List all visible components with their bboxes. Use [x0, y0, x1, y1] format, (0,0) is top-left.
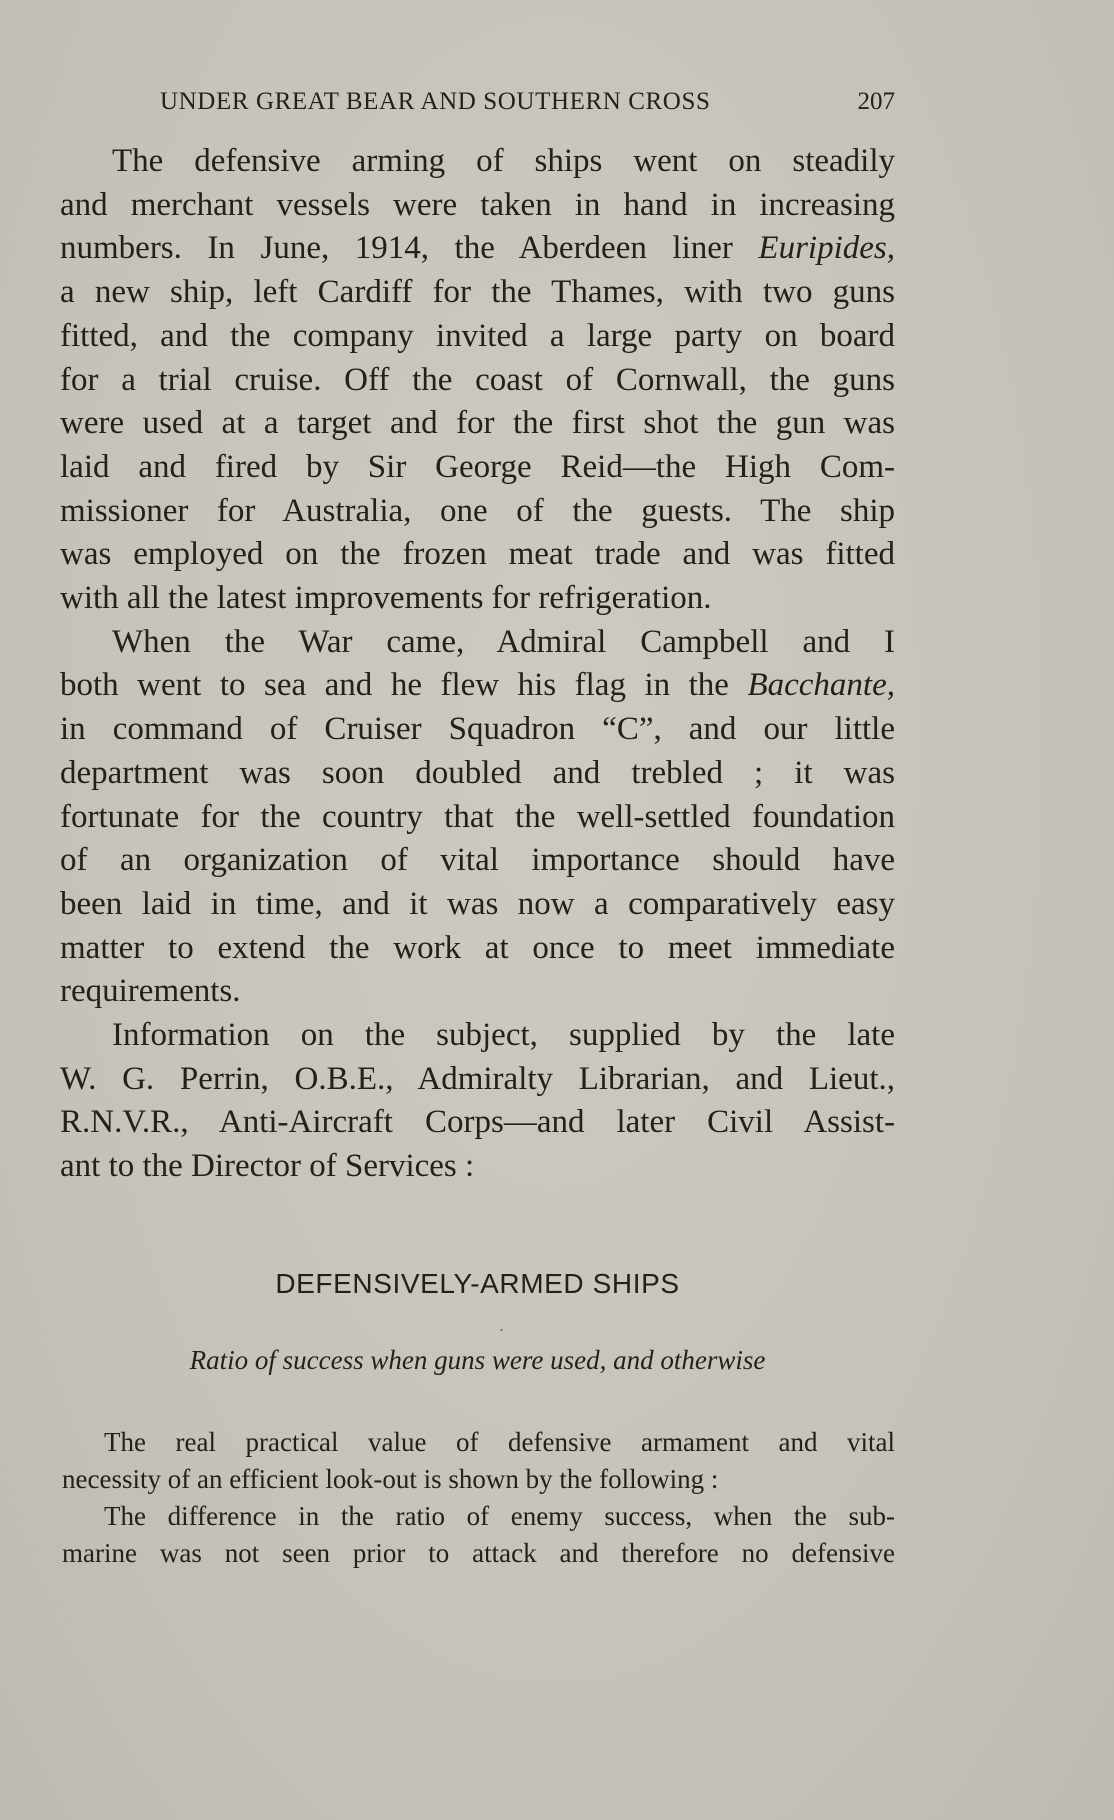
paragraph-practical-value — [62, 1424, 895, 1498]
text-line: fortunate for the country that the well-settled foundation — [60, 798, 895, 835]
text-line: R.N.V.R., Anti-Aircraft Corps—and later Civil Assist- — [60, 1104, 895, 1141]
small-print-text — [62, 1424, 895, 1572]
text-line: ant to the Director of Services : — [60, 1148, 475, 1185]
text-line: was employed on the frozen meat trade and was fitted — [60, 536, 895, 573]
body-text — [60, 140, 895, 1189]
text-line: in command of Cruiser Squadron “C”, and our little — [60, 711, 895, 748]
text-line: requirements. — [60, 973, 241, 1010]
text-line — [60, 227, 895, 271]
text-line: with all the latest improvements for refrigeration. — [60, 580, 712, 617]
text-line: laid and fired by Sir George Reid—the High Com- — [60, 448, 895, 485]
page-number: 207 — [857, 88, 895, 115]
text-line: been laid in time, and it was now a comparatively easy — [60, 885, 895, 922]
running-title: UNDER GREAT BEAR AND SOUTHERN CROSS — [160, 88, 711, 115]
text-line: and merchant vessels were taken in hand in increasing — [60, 186, 895, 223]
text-line: were used at a target and for the first shot the gun was — [60, 405, 895, 442]
text-line: W. G. Perrin, O.B.E., Admiralty Librarian, and Lieut., — [60, 1060, 895, 1097]
text-line: Information on the subject, supplied by the late — [112, 1017, 895, 1054]
paragraph-information — [60, 1014, 895, 1189]
text-line: of an organization of vital importance should have — [60, 842, 895, 879]
section-subheading: Ratio of success when guns were used, and otherwise — [189, 1345, 766, 1375]
text-line: The difference in the ratio of enemy success, when the sub- — [104, 1501, 895, 1531]
text-line: department was soon doubled and trebled ; it was — [60, 754, 895, 791]
text-line: fitted, and the company invited a large party on board — [60, 317, 895, 354]
text-line: When the War came, Admiral Campbell and I — [112, 623, 895, 660]
print-speck — [500, 1329, 503, 1331]
text-line: matter to extend the work at once to meet immediate — [60, 929, 895, 966]
paragraph-difference-ratio — [62, 1498, 895, 1572]
page-header — [160, 88, 895, 116]
ship-name-bacchante: Bacchante, — [747, 667, 895, 704]
ship-name-euripides: Euripides, — [758, 230, 895, 267]
text-segment: both went to sea and he flew his flag in the — [60, 667, 748, 704]
text-line: for a trial cruise. Off the coast of Cornwall, the guns — [60, 361, 895, 398]
text-line: The defensive arming of ships went on steadily — [112, 143, 895, 179]
section-heading: DEFENSIVELY-ARMED SHIPS — [275, 1268, 680, 1299]
text-line: The real practical value of defensive armament and vital — [104, 1427, 895, 1457]
text-segment: numbers. In June, 1914, the Aberdeen liner — [60, 230, 759, 267]
paragraph-defensive-arming — [60, 140, 895, 621]
text-line — [60, 664, 895, 708]
text-line: a new ship, left Cardiff for the Thames, with two guns — [60, 274, 895, 311]
text-line: necessity of an efficient look-out is shown by the following : — [62, 1464, 719, 1494]
paragraph-war-came — [60, 621, 895, 1014]
text-line: missioner for Australia, one of the guests. The ship — [60, 492, 895, 529]
text-line: marine was not seen prior to attack and therefore no defensive — [62, 1538, 895, 1568]
